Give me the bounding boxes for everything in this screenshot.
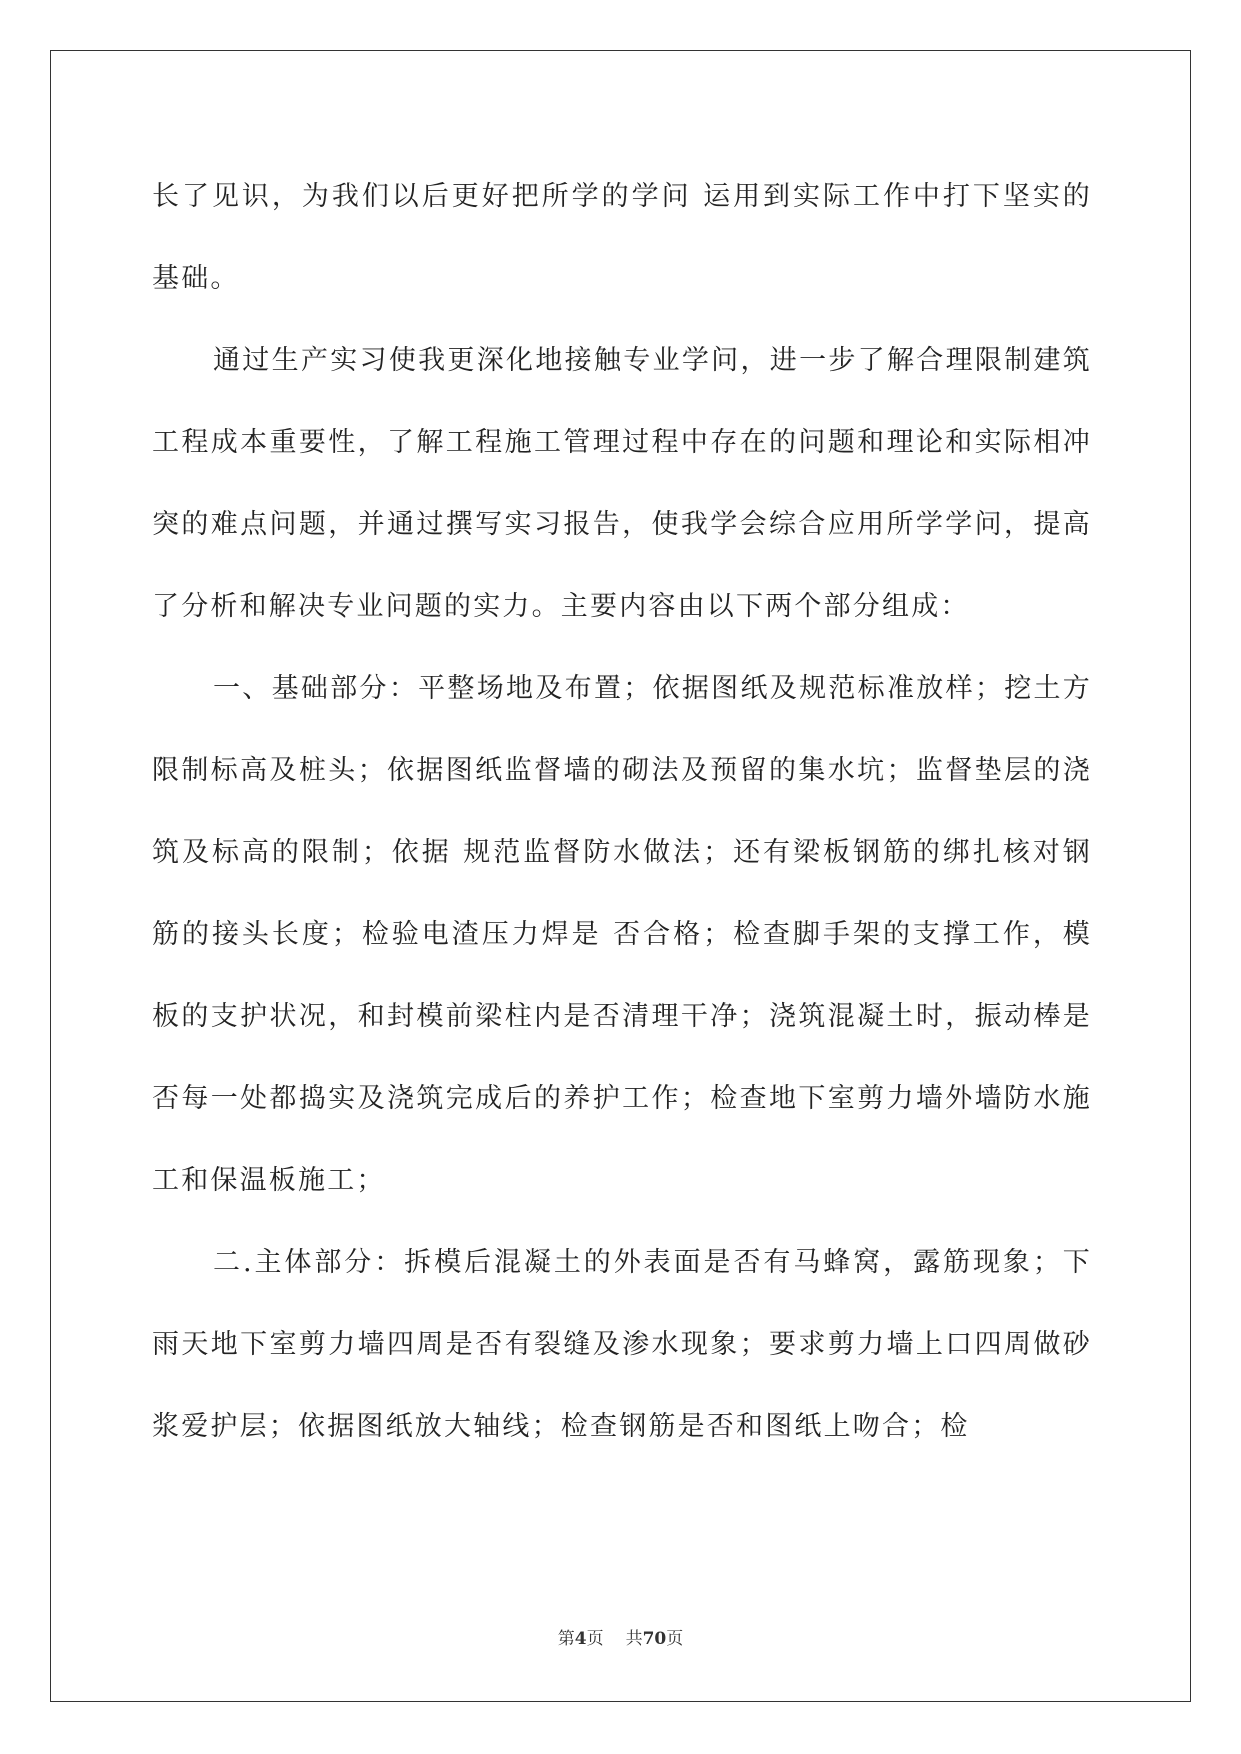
paragraph-4: 二.主体部分：拆模后混凝土的外表面是否有马蜂窝，露筋现象；下雨天地下室剪力墙四周是否有裂缝及渗水现象；要求剪力墙上口四周做砂浆爱护层；依据图纸放大轴线；检查钢筋是否和图纸上吻合；检: [152, 1247, 1092, 1442]
paragraph-2: 通过生产实习使我更深化地接触专业学问，进一步了解合理限制建筑工程成本重要性，了解工程施工管理过程中存在的问题和理论和实际相冲突的难点问题，并通过撰写实习报告，使我学会综合应用所学学问，提高了分析和解决专业问题的实力。主要内容由以下两个部分组成：: [152, 345, 1092, 622]
paragraph-3: 一、基础部分：平整场地及布置；依据图纸及规范标准放样；挖土方限制标高及桩头；依据图纸监督墙的砌法及预留的集水坑；监督垫层的浇筑及标高的限制；依据 规范监督防水做法；还有梁板钢筋的绑扎核对钢筋的接头长度；检验电渣压力焊是 否合格；检查脚手架的支撑工作，模板的支护状况，和封模前梁柱内是否清理干净；浇筑混凝土时，振动棒是否每一处都捣实及浇筑完成后的养护工作；检查地下室剪力墙外墙防水施工和保温板施工；: [152, 673, 1092, 1196]
page-prefix: 第: [557, 1629, 575, 1649]
paragraph-1: 长了见识，为我们以后更好把所学的学问 运用到实际工作中打下坚实的基础。: [152, 181, 1092, 294]
page-footer: [0, 1624, 1241, 1649]
page-suffix: 页: [586, 1629, 604, 1649]
total-pages: 70: [642, 1629, 667, 1649]
total-prefix: 共: [625, 1629, 643, 1649]
document-body: [152, 156, 1092, 1468]
page-number: 4: [574, 1629, 587, 1649]
total-suffix: 页: [666, 1629, 684, 1649]
